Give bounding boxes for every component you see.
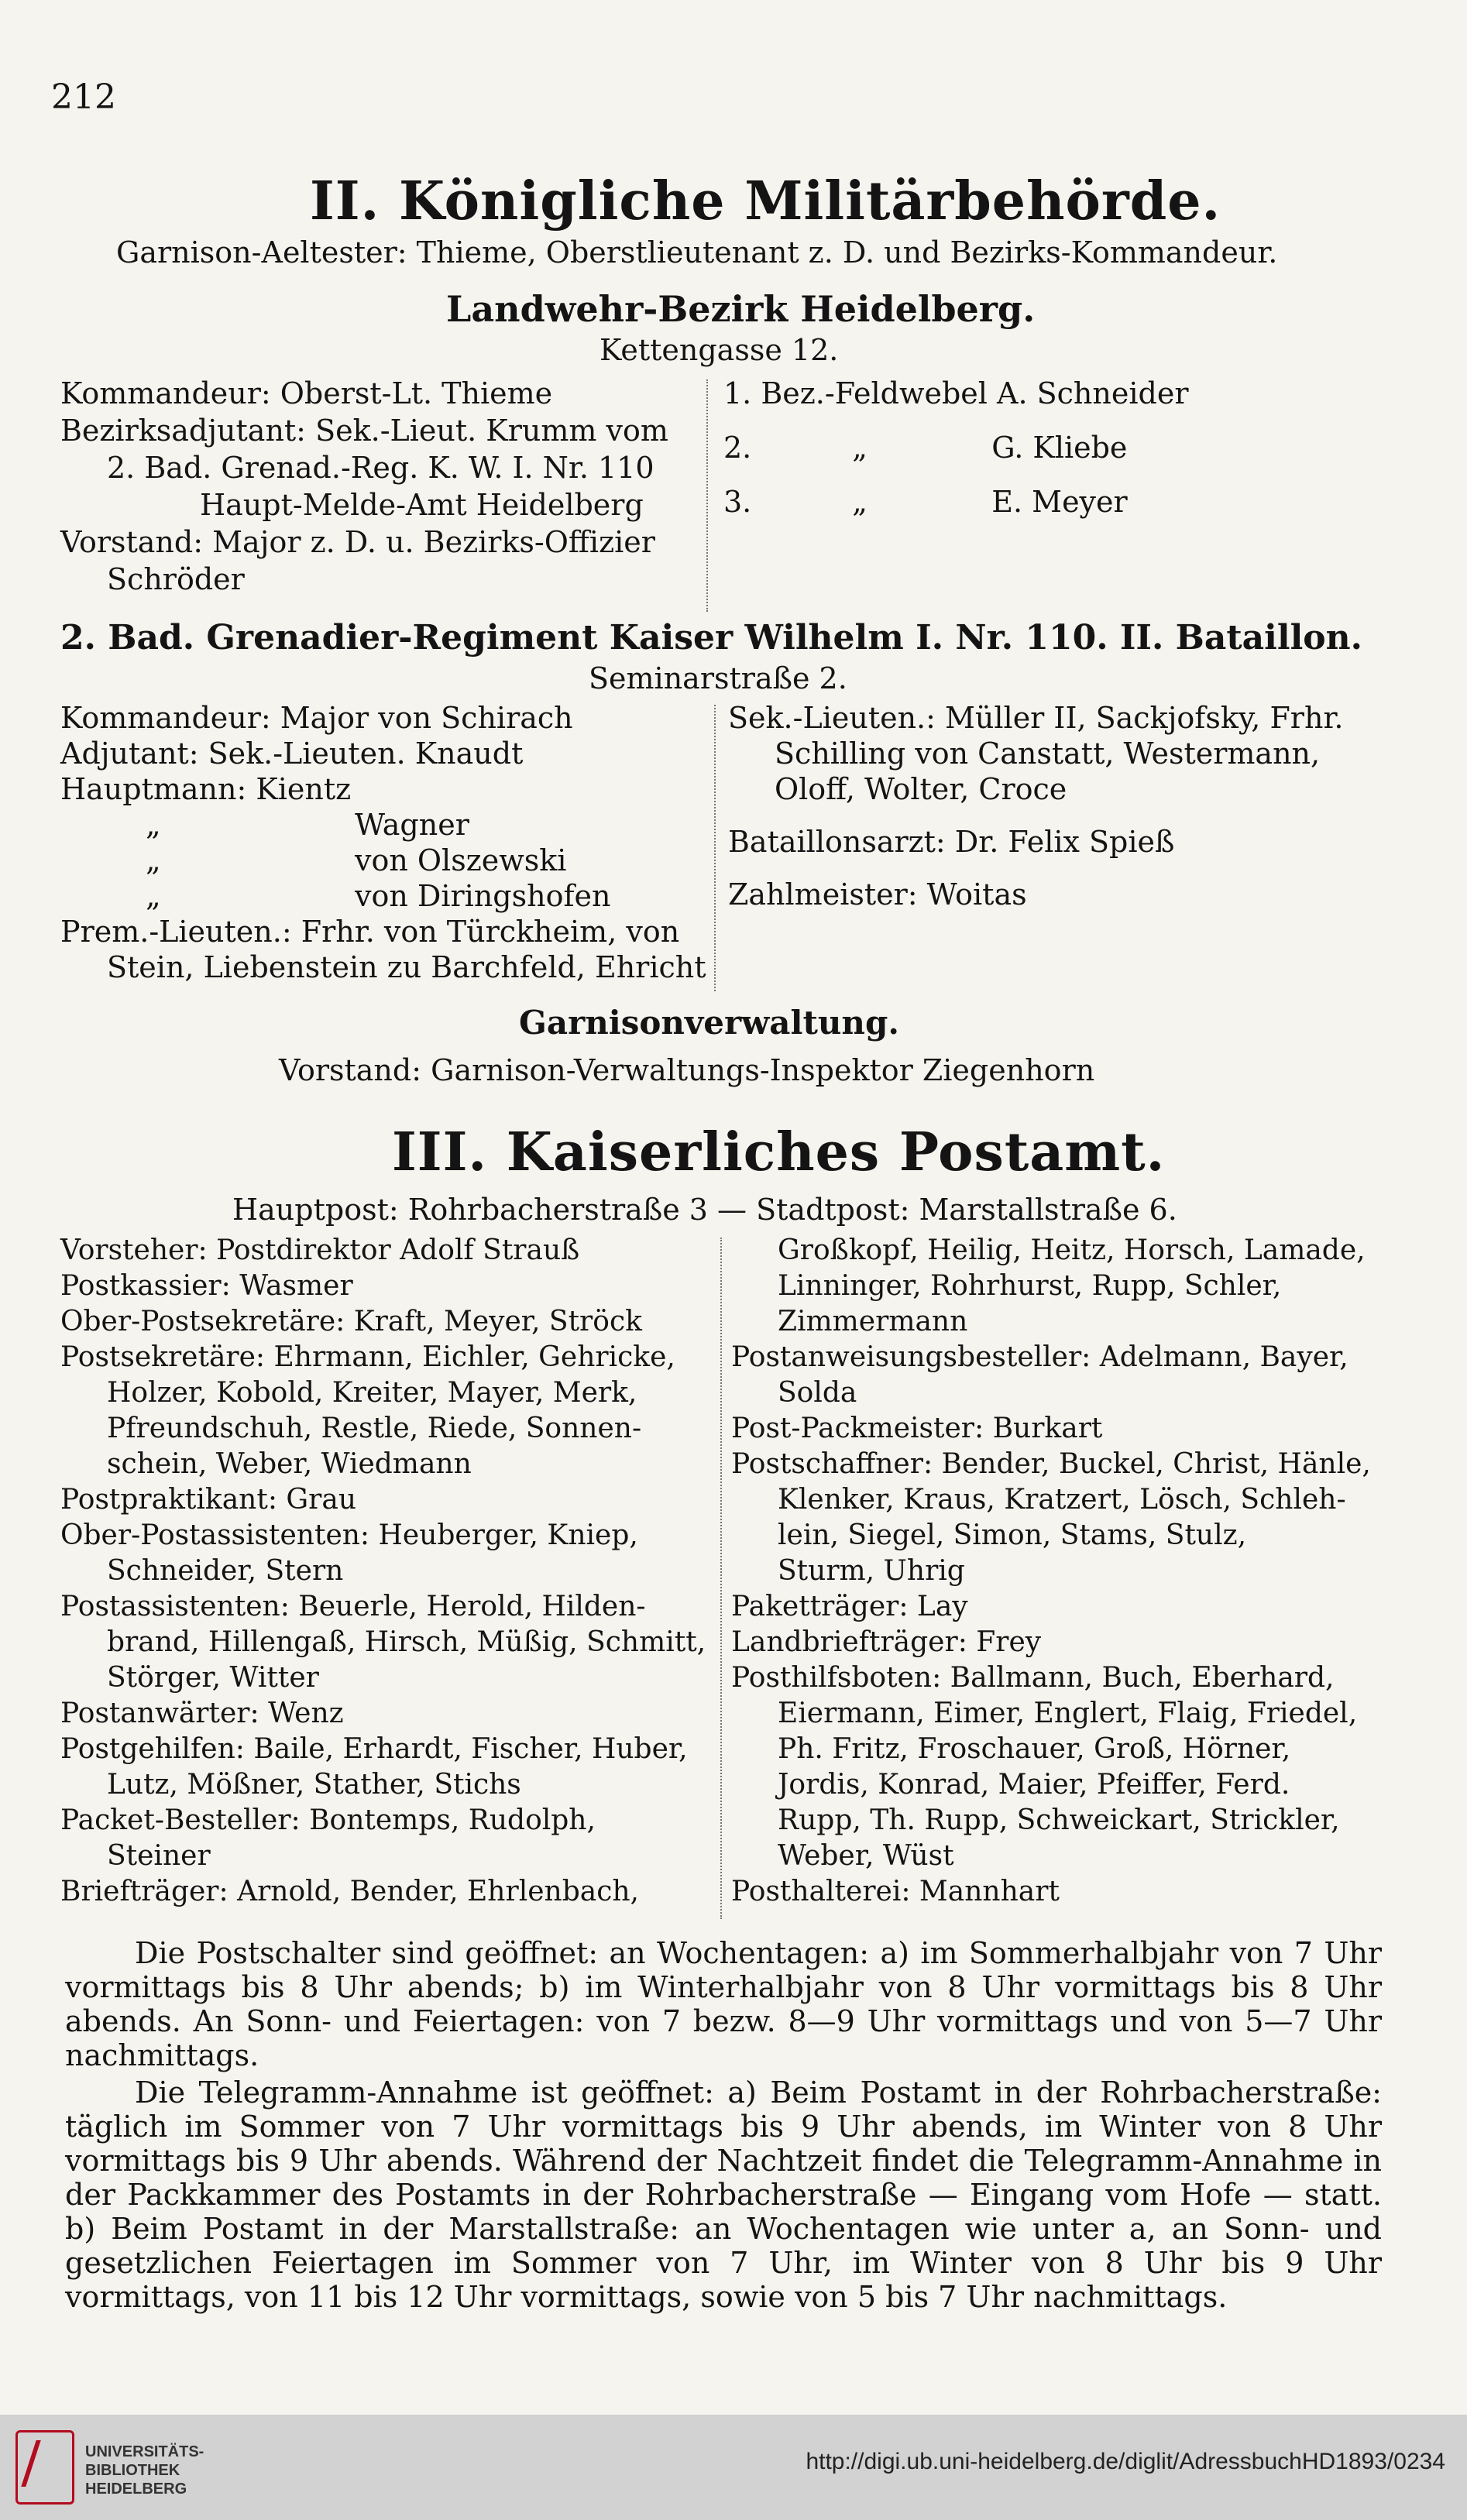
list-item: Postschaffner: Bender, Buckel, Christ, Hänle, xyxy=(731,1448,1371,1480)
list-item: Postkassier: Wasmer xyxy=(60,1270,353,1302)
list-item: Ph. Fritz, Froschauer, Groß, Hörner, xyxy=(778,1733,1291,1765)
list-item: Paketträger: Lay xyxy=(731,1591,968,1622)
list-item: Posthilfsboten: Ballmann, Buch, Eberhard, xyxy=(731,1662,1335,1694)
list-item: Schneider, Stern xyxy=(107,1555,344,1587)
source-url-link[interactable]: http://digi.ub.uni-heidelberg.de/diglit/AdressbuchHD1893/0234 xyxy=(806,2449,1445,2474)
library-name-line: BIBLIOTHEK xyxy=(85,2462,180,2479)
list-item: 2. Bad. Grenad.-Reg. K. W. I. Nr. 110 xyxy=(107,451,654,485)
post-subtitle: Hauptpost: Rohrbacherstraße 3 — Stadtpost: Marstallstraße 6. xyxy=(232,1193,1177,1227)
section-title-military: II. Königliche Militärbehörde. xyxy=(310,170,1221,232)
list-item: Linninger, Rohrhurst, Rupp, Schler, xyxy=(778,1270,1282,1302)
list-item: von Olszewski xyxy=(355,843,567,877)
list-item: Sturm, Uhrig xyxy=(778,1555,965,1587)
list-item: Solda xyxy=(778,1377,857,1409)
list-item: brand, Hillengaß, Hirsch, Müßig, Schmitt, xyxy=(107,1626,706,1658)
list-item: Großkopf, Heilig, Heitz, Horsch, Lamade, xyxy=(778,1234,1366,1266)
list-item: Bezirksadjutant: Sek.-Lieut. Krumm vom xyxy=(60,414,668,448)
post-right-column xyxy=(731,1233,1413,1910)
regiment-left-column xyxy=(60,700,706,985)
post-counter-hours xyxy=(65,1936,1382,2072)
list-item: Briefträger: Arnold, Bender, Ehrlenbach, xyxy=(60,1876,639,1907)
column-divider xyxy=(720,1238,722,1919)
garrison-admin-heading: Garnisonverwaltung. xyxy=(519,1004,899,1042)
library-name xyxy=(85,2443,204,2498)
library-logo-icon xyxy=(15,2430,74,2505)
paragraph: Die Postschalter sind geöffnet: an Wochentagen: a) im Sommerhalbjahr von 7 Uhr vormittags bis 8 Uhr abends; b) im Winterhalbjahr von 8 Uhr vormittags bis 8 Uhr abends. An Sonn- und Feiertagen: von 7 bezw. 8—9 Uhr vormittags und von 5—7 Uhr nachmittags. xyxy=(65,1936,1382,2072)
list-item: Adjutant: Sek.-Lieuten. Knaudt xyxy=(60,736,524,771)
list-item: Zimmermann xyxy=(778,1306,968,1337)
list-item: schein, Weber, Wiedmann xyxy=(107,1448,472,1480)
list-item: Vorstand: Major z. D. u. Bezirks-Offizier xyxy=(60,525,655,559)
list-item: Hauptmann: Kientz xyxy=(60,772,352,806)
list-item: Steiner xyxy=(107,1840,211,1872)
library-name-line: HEIDELBERG xyxy=(85,2481,187,2498)
list-item: Bataillonsarzt: Dr. Felix Spieß xyxy=(728,825,1175,859)
ditto-mark: „ xyxy=(146,843,161,877)
list-item: Jordis, Konrad, Maier, Pfeiffer, Ferd. xyxy=(778,1769,1290,1801)
list-item: G. Kliebe xyxy=(991,431,1128,465)
list-item: Weber, Wüst xyxy=(778,1840,954,1872)
column-divider xyxy=(714,705,716,991)
ditto-mark: „ xyxy=(146,808,161,842)
list-item: Schilling von Canstatt, Westermann, xyxy=(775,736,1321,771)
list-item: Packet-Besteller: Bontemps, Rudolph, xyxy=(60,1804,596,1836)
list-item: Postsekretäre: Ehrmann, Eichler, Gehricke, xyxy=(60,1341,675,1373)
list-item: 1. Bez.-Feldwebel A. Schneider xyxy=(723,376,1189,410)
list-item: von Diringshofen xyxy=(355,879,611,913)
bezirk-address: Kettengasse 12. xyxy=(600,333,839,367)
regiment-address: Seminarstraße 2. xyxy=(589,661,847,695)
list-item: Postassistenten: Beuerle, Herold, Hilden- xyxy=(60,1591,646,1622)
list-item: Lutz, Mößner, Stather, Stichs xyxy=(107,1769,521,1801)
paragraph: Die Telegramm-Annahme ist geöffnet: a) Beim Postamt in der Rohrbacherstraße: täglich im Sommer von 7 Uhr vormittags bis 9 Uhr abends, im Winter von 8 Uhr vormittags bis 9 Uhr abends. Während der Nachtzeit findet die Telegramm-Annahme in der Packkammer des Postamts in der Rohrbacherstraße — Eingang vom Hofe — statt. b) Beim Postamt in der Marstallstraße: an Wochentagen wie unter a, an Sonn- und gesetzlichen Feiertagen im Sommer von 7 Uhr, im Winter von 8 Uhr bis 9 Uhr vormittags, von 11 bis 12 Uhr vormittags, sowie von 5 bis 7 Uhr nachmittags. xyxy=(65,2075,1382,2314)
garrison-admin-line: Vorstand: Garnison-Verwaltungs-Inspektor Ziegenhorn xyxy=(279,1053,1095,1087)
list-item: Holzer, Kobold, Kreiter, Mayer, Merk, xyxy=(107,1377,637,1409)
page-number: 212 xyxy=(51,77,116,117)
ditto-mark: „ xyxy=(852,485,867,519)
garrison-subtitle: Garnison-Aeltester: Thieme, Oberstlieutenant z. D. und Bezirks-Kommandeur. xyxy=(116,235,1278,270)
list-item: lein, Siegel, Simon, Stams, Stulz, xyxy=(778,1519,1247,1551)
list-item: Sek.-Lieuten.: Müller II, Sackjofsky, Frhr. xyxy=(728,701,1344,735)
list-item: Schröder xyxy=(107,562,245,596)
list-item: Ober-Postassistenten: Heuberger, Kniep, xyxy=(60,1519,638,1551)
list-item: Post-Packmeister: Burkart xyxy=(731,1413,1103,1444)
bezirk-heading: Landwehr-Bezirk Heidelberg. xyxy=(446,288,1036,330)
list-item: Ober-Postsekretäre: Kraft, Meyer, Ströck xyxy=(60,1306,642,1337)
list-item: Oloff, Wolter, Croce xyxy=(775,772,1067,806)
list-item: Pfreundschuh, Restle, Riede, Sonnen- xyxy=(107,1413,642,1444)
list-item: Landbriefträger: Frey xyxy=(731,1626,1042,1658)
list-item: Wagner xyxy=(355,808,469,842)
bezirk-left-column xyxy=(60,375,696,598)
section-title-post: III. Kaiserliches Postamt. xyxy=(392,1121,1166,1183)
post-left-column xyxy=(60,1233,711,1910)
list-item: Klenker, Kraus, Kratzert, Lösch, Schleh- xyxy=(778,1484,1346,1516)
list-item: Rupp, Th. Rupp, Schweickart, Strickler, xyxy=(778,1804,1340,1836)
list-item: Prem.-Lieuten.: Frhr. von Türckheim, von xyxy=(60,915,680,949)
list-item: Stein, Liebenstein zu Barchfeld, Ehricht xyxy=(107,950,706,984)
list-item: Posthalterei: Mannhart xyxy=(731,1876,1060,1907)
regiment-right-column xyxy=(728,700,1410,912)
list-item: Eiermann, Eimer, Englert, Flaig, Friedel, xyxy=(778,1698,1358,1729)
telegram-hours xyxy=(65,2075,1382,2314)
list-item: Postgehilfen: Baile, Erhardt, Fischer, Huber, xyxy=(60,1733,688,1765)
list-item: Haupt-Melde-Amt Heidelberg xyxy=(200,488,644,522)
list-item: Vorsteher: Postdirektor Adolf Strauß xyxy=(60,1234,580,1266)
list-item: 2. xyxy=(723,431,752,465)
footer-bar xyxy=(0,2415,1467,2520)
library-name-line: UNIVERSITÄTS- xyxy=(85,2443,204,2460)
list-item: Zahlmeister: Woitas xyxy=(728,877,1027,912)
list-item: E. Meyer xyxy=(991,485,1128,519)
regiment-heading: 2. Bad. Grenadier-Regiment Kaiser Wilhelm I. Nr. 110. II. Bataillon. xyxy=(60,618,1362,657)
ditto-mark: „ xyxy=(146,879,161,913)
list-item: 3. xyxy=(723,485,752,519)
ditto-mark: „ xyxy=(852,431,867,465)
list-item: Postanwärter: Wenz xyxy=(60,1698,344,1729)
list-item: Störger, Witter xyxy=(107,1662,319,1694)
bezirk-right-column xyxy=(723,375,1405,520)
list-item: Kommandeur: Major von Schirach xyxy=(60,701,573,735)
list-item: Postpraktikant: Grau xyxy=(60,1484,357,1516)
column-divider xyxy=(706,379,708,612)
list-item: Kommandeur: Oberst-Lt. Thieme xyxy=(60,376,553,410)
list-item: Postanweisungsbesteller: Adelmann, Bayer, xyxy=(731,1341,1348,1373)
